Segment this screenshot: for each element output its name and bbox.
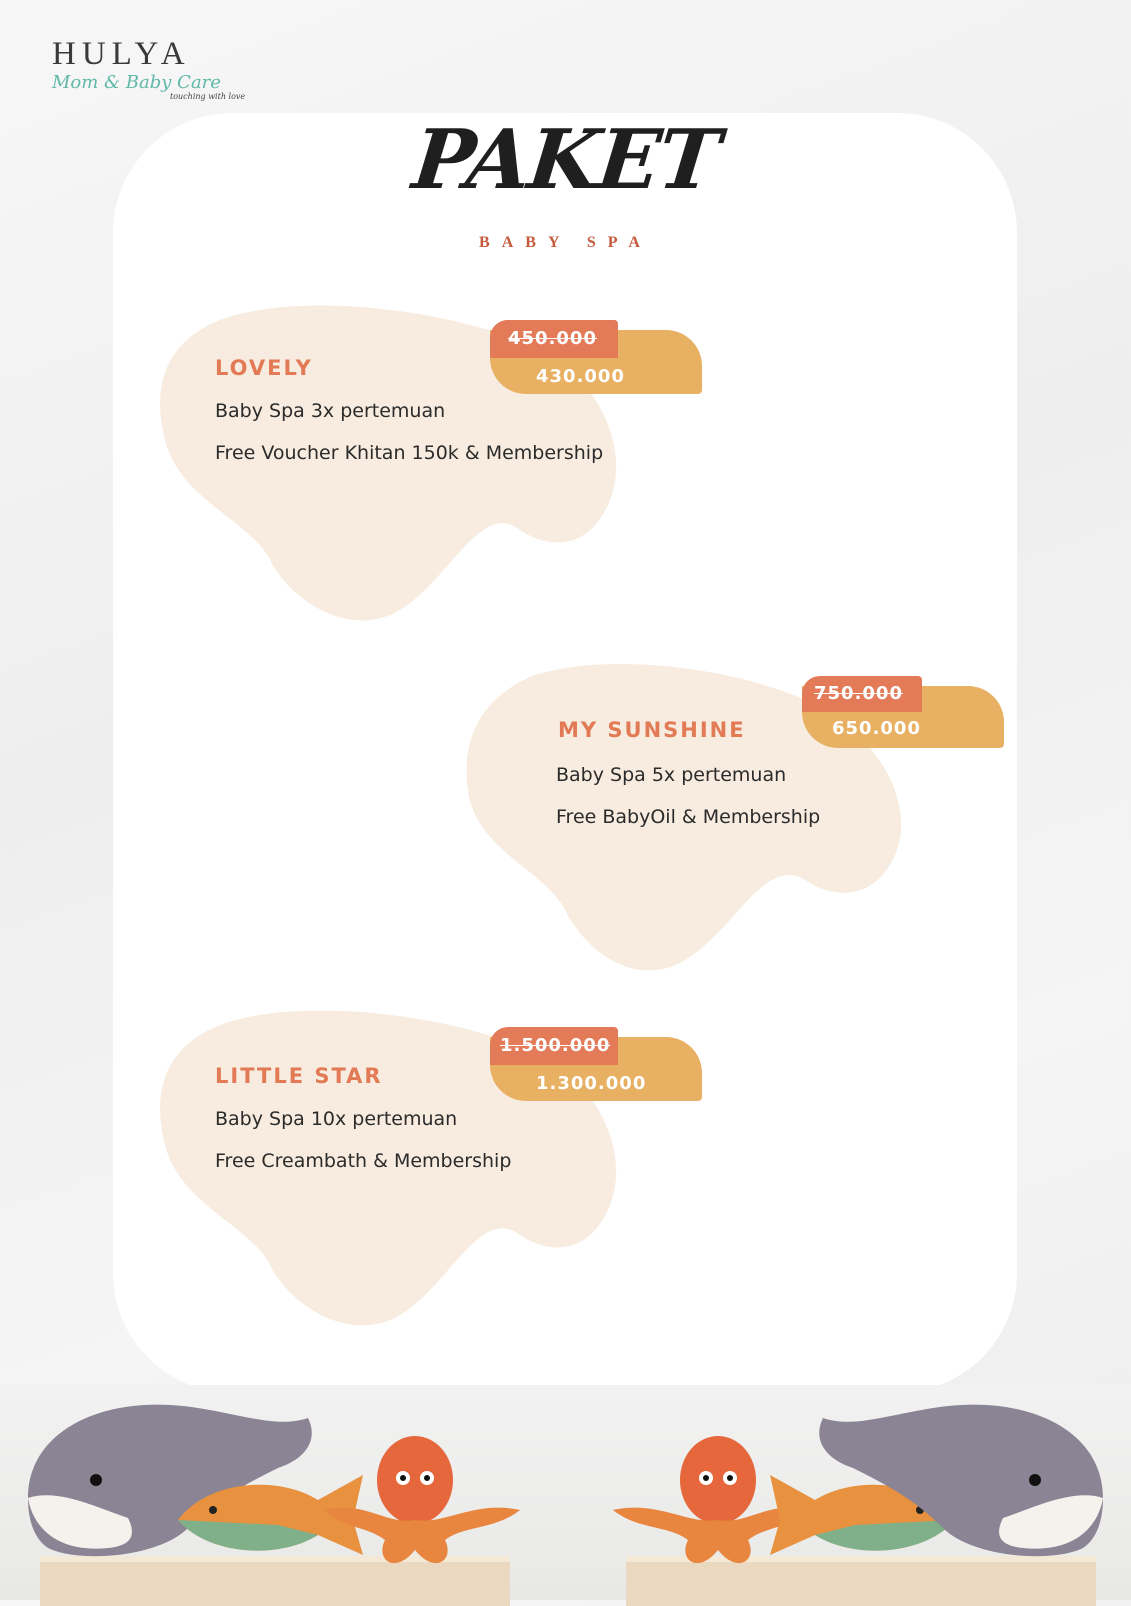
package-detail: Free Voucher Khitan 150k & Membership <box>215 442 604 464</box>
old-price: 1.500.000 <box>500 1035 611 1056</box>
package-detail: Baby Spa 3x pertemuan <box>215 400 446 422</box>
price-tag <box>802 676 1004 748</box>
package-name: MY SUNSHINE <box>558 718 746 742</box>
brand-subtitle: Mom & Baby Care <box>52 72 221 93</box>
whale-toy-icon <box>773 1388 1113 1568</box>
package-detail: Baby Spa 10x pertemuan <box>215 1108 458 1130</box>
package-name: LOVELY <box>215 356 313 380</box>
page-title: PAKET <box>408 112 723 208</box>
package-detail: Baby Spa 5x pertemuan <box>556 764 787 786</box>
package-detail: Free Creambath & Membership <box>215 1150 512 1172</box>
brand-logo <box>52 36 252 106</box>
old-price: 750.000 <box>814 683 903 704</box>
package-detail: Free BabyOil & Membership <box>556 806 821 828</box>
old-price: 450.000 <box>508 328 597 349</box>
price-tag <box>490 320 702 396</box>
new-price: 650.000 <box>832 718 921 739</box>
package-name: LITTLE STAR <box>215 1064 383 1088</box>
new-price: 1.300.000 <box>536 1073 647 1094</box>
brand-tagline: touching with love <box>170 92 246 101</box>
new-price: 430.000 <box>536 366 625 387</box>
brand-name: HULYA <box>52 36 191 72</box>
page-subtitle: BABY SPA <box>479 234 652 251</box>
octopus-toy-icon <box>305 1430 535 1580</box>
price-tag <box>490 1027 702 1103</box>
